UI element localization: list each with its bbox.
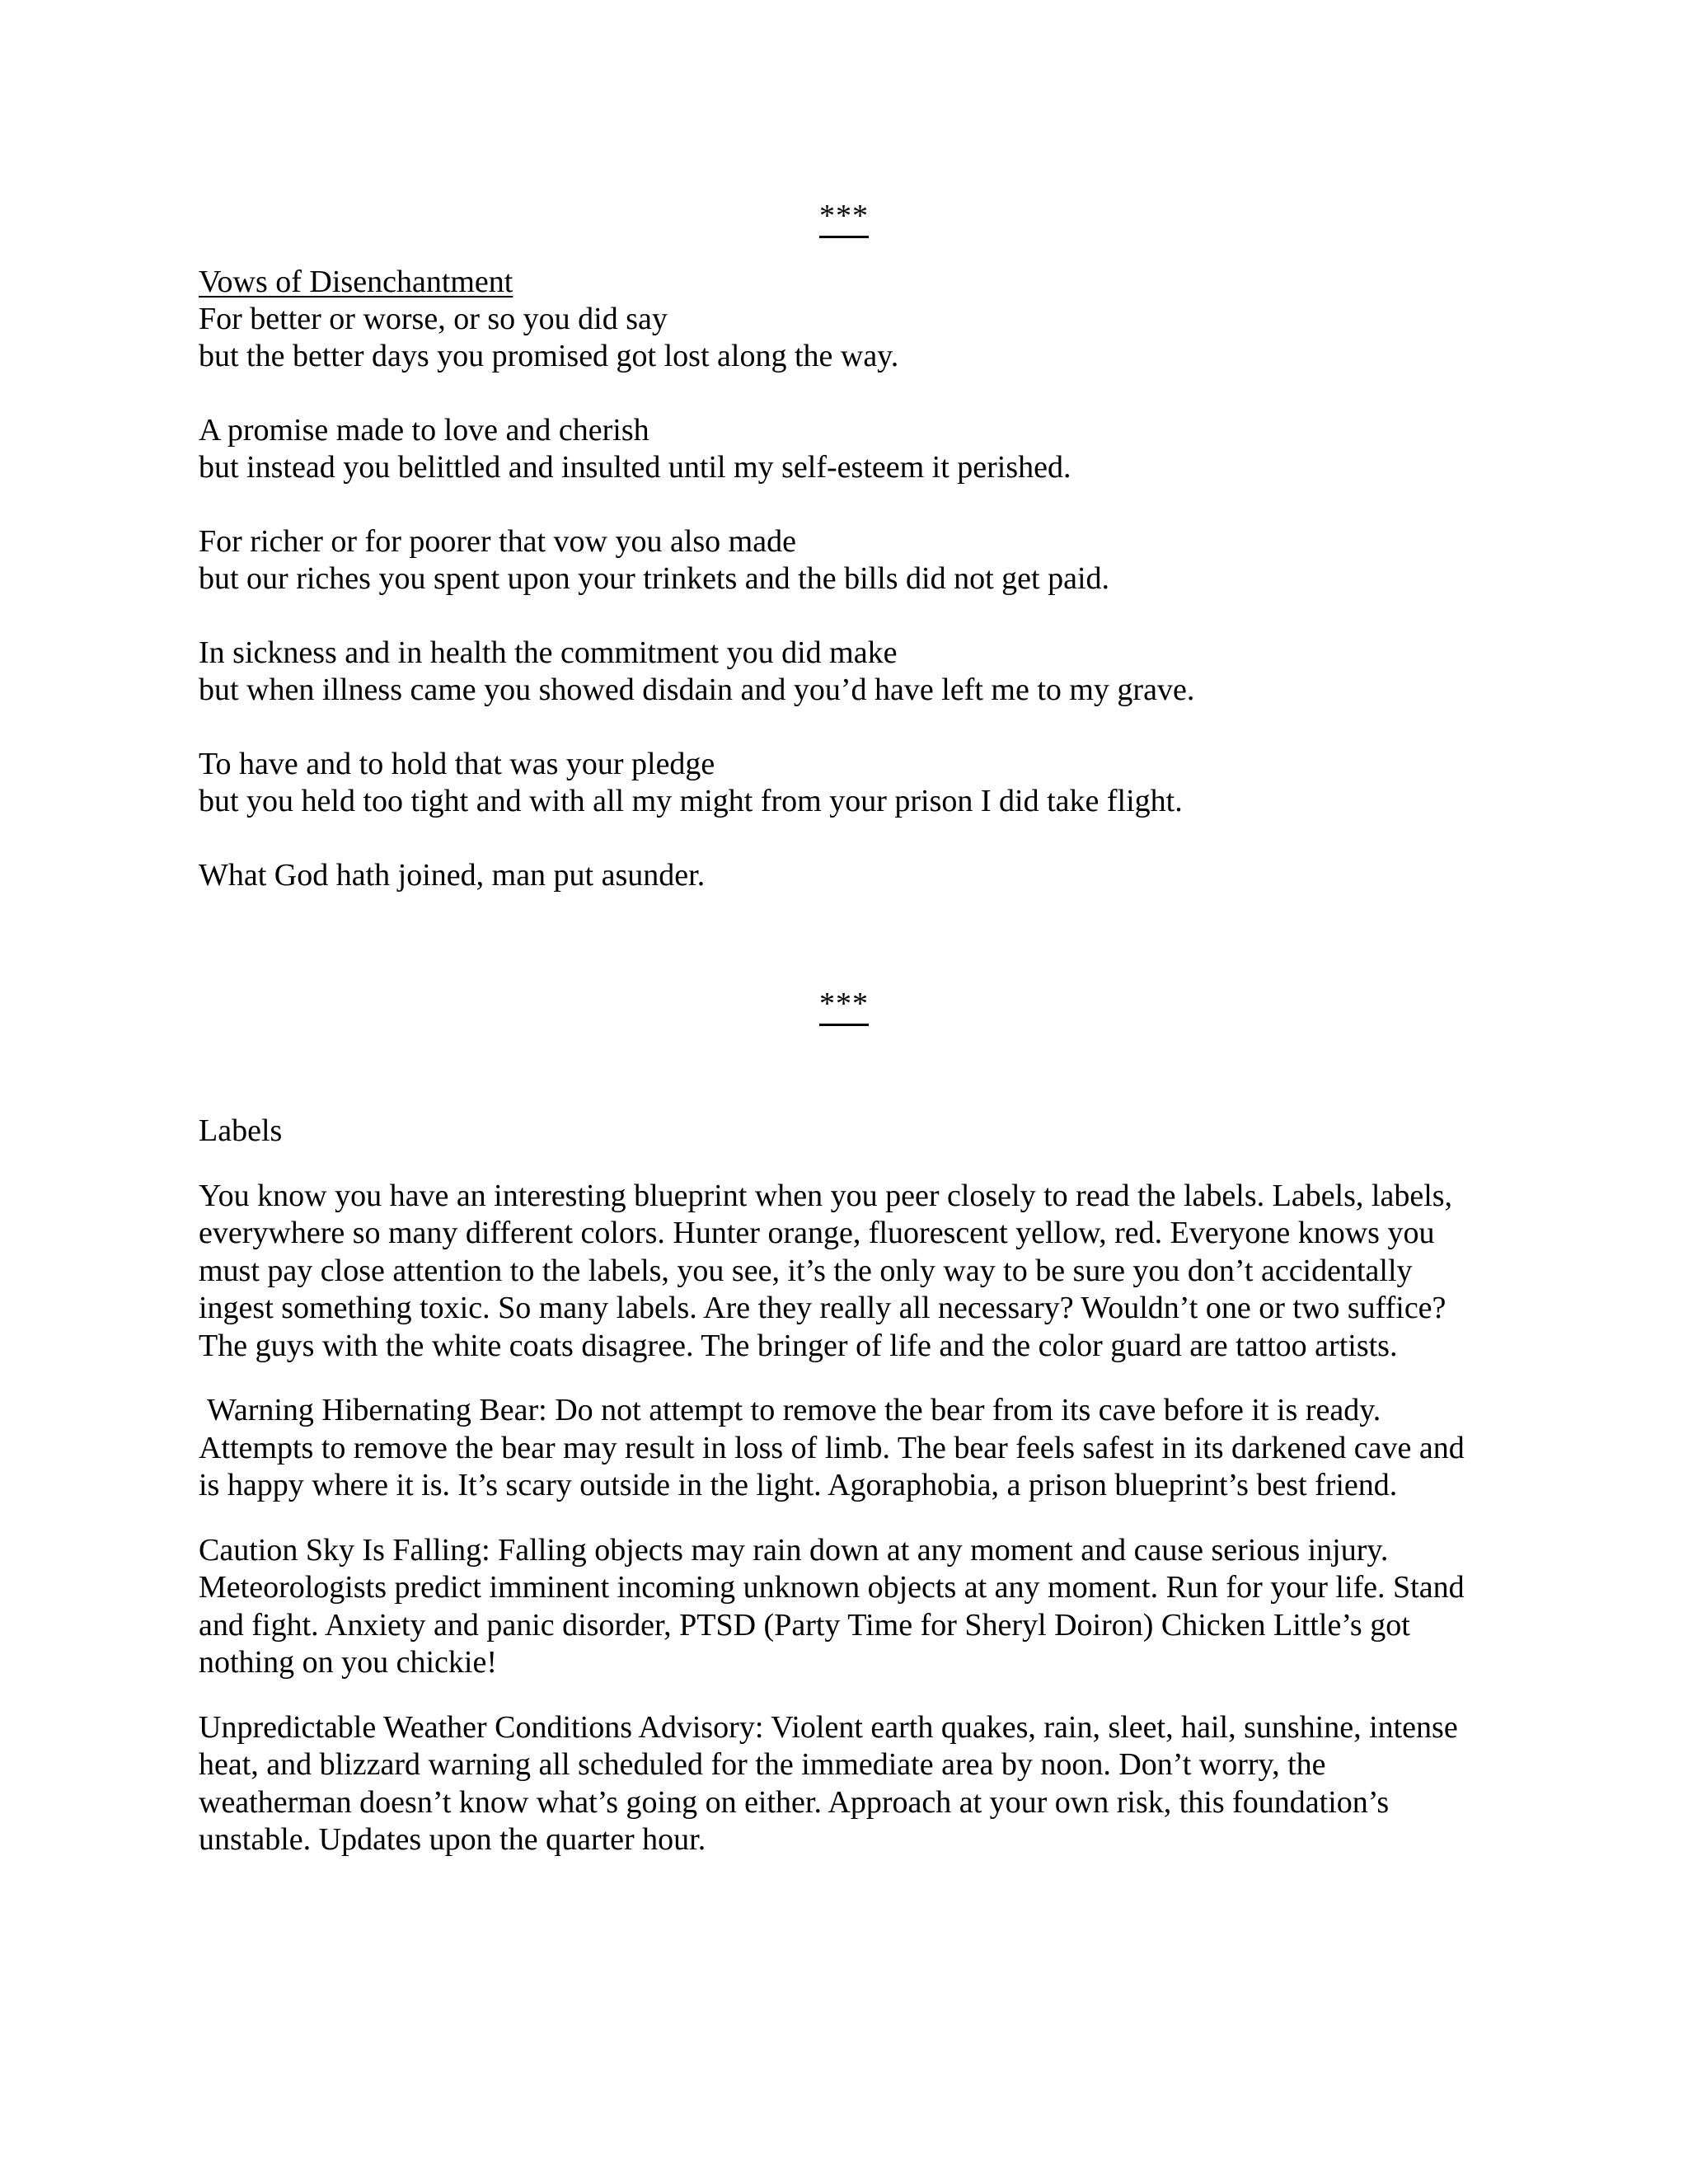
poem-stanza [199,857,1517,894]
essay-paragraph: Warning Hibernating Bear: Do not attempt to remove the bear from its cave before it is ready. Attempts to remove the bear may result in loss of limb. The bear feels safest in its darkened cave and is happy where it is. It’s scary outside in the light. Agoraphobia, a prison blueprint’s best friend. [199,1393,1465,1502]
poem-stanza [199,523,1517,598]
poem-title: Vows of Disenchantment [199,265,513,299]
poem-line: but instead you belittled and insulted until my self-esteem it perished. [199,450,1071,485]
poem-line: but the better days you promised got lost along the way. [199,339,899,373]
essay-title: Labels [199,1113,283,1148]
poem-section [199,264,1517,894]
poem-line: but when illness came you showed disdain and you’d have left me to my grave. [199,673,1195,707]
poem-stanza [199,301,1517,375]
essay-paragraph: You know you have an interesting blueprint when you peer closely to read the labels. Labels, labels, everywhere so many different colors. Hunter orange, fluorescent yellow, red. Everyone knows you must pay close attention to the labels, you see, it’s the only way to be sure you don’t accidentally ingest something toxic. So many labels. Are they really all necessary? Wouldn’t one or two suffice? The guys with the white coats disagree. The bringer of life and the color guard are tattoo artists. [199,1178,1453,1363]
poem-stanza [199,746,1517,820]
divider-asterisks: *** [819,198,869,238]
section-divider-middle [0,986,1688,1026]
poem-stanza [199,635,1517,709]
poem-closing-line: What God hath joined, man put asunder. [199,858,706,893]
poem-line: In sickness and in health the commitment you did make [199,635,898,670]
section-divider-top [0,198,1688,238]
essay-paragraph: Unpredictable Weather Conditions Advisory: Violent earth quakes, rain, sleet, hail, sunshine, intense heat, and blizzard warning all scheduled for the immediate area by noon. Don’t worry, the weatherman doesn’t know what’s going on either. Approach at your own risk, this foundation’s unstable. Updates upon the quarter hour. [199,1709,1458,1857]
poem-line: but you held too tight and with all my might from your prison I did take flight. [199,784,1183,818]
essay-section [199,1113,1484,1886]
essay-paragraph: Caution Sky Is Falling: Falling objects may rain down at any moment and cause serious injury. Meteorologists predict imminent incoming unknown objects at any moment. Run for your life. Stand and fight. Anxiety and panic disorder, PTSD (Party Time for Sheryl Doiron) Chicken Little’s got nothing on you chickie! [199,1532,1465,1680]
poem-line: A promise made to love and cherish [199,413,649,448]
poem-line: For better or worse, or so you did say [199,302,668,336]
poem-line: For richer or for poorer that vow you also made [199,524,796,559]
divider-asterisks: *** [819,986,869,1026]
poem-line: To have and to hold that was your pledge [199,747,715,781]
poem-stanza [199,412,1517,486]
poem-line: but our riches you spent upon your trinkets and the bills did not get paid. [199,561,1110,596]
